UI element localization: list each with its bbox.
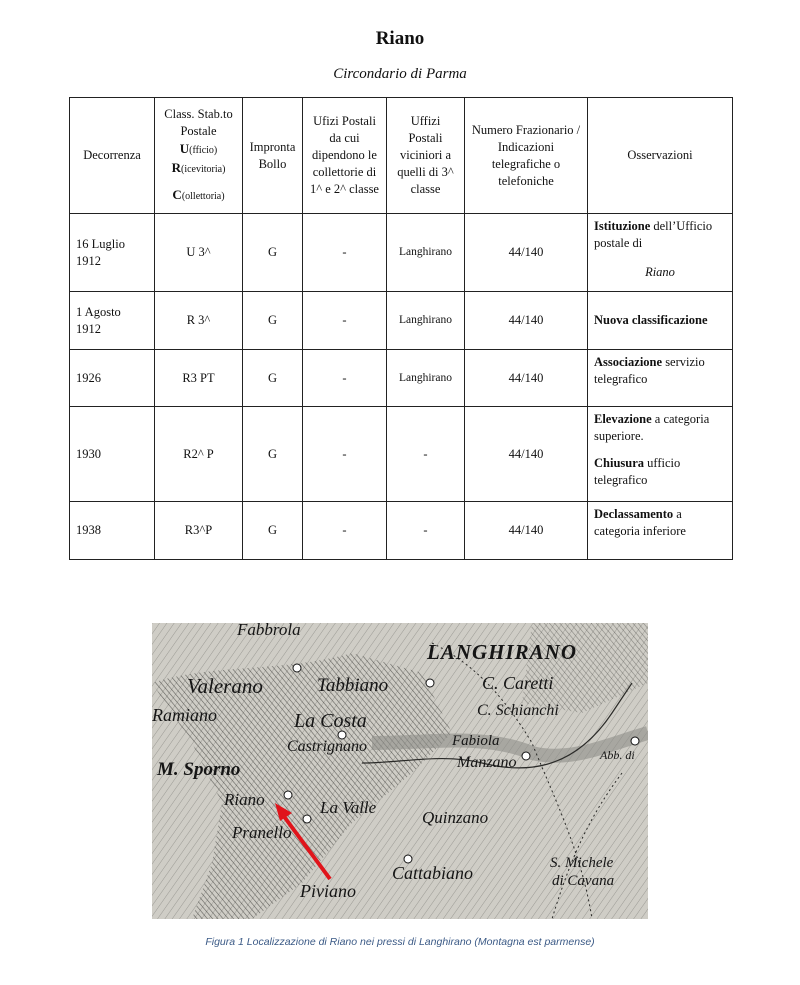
header-class-r: R [171,160,181,175]
map-label-abbdi: Abb. di [600,748,635,762]
table-row [70,350,733,407]
table-row [70,214,733,292]
map-label-pranello: Pranello [232,823,292,842]
figure-caption: Figura 1 Localizzazione di Riano nei pressi di Langhirano (Montagna est parmense) [205,936,595,948]
map-label-cattabiano: Cattabiano [392,863,474,883]
obs-text: servizio telegrafico [594,355,705,386]
cell-ufizi: - [303,350,387,407]
cell-bollo: G [243,407,303,502]
cell-classe: R2^ P [155,407,243,502]
map-label-caretti: C. Caretti [482,673,554,693]
cell-numero: 44/140 [465,407,588,502]
map-label-msporno: M. Sporno [157,759,241,780]
header-class-c: C [172,187,182,202]
obs-italic: Riano [645,265,675,279]
header-class-c-rest: (ollettoria) [181,191,225,202]
map-label-valerano: Valerano [187,674,263,698]
town-marker [284,791,292,799]
header-class-u: U [179,141,190,156]
historical-map [152,623,648,919]
cell-numero: 44/140 [465,350,588,407]
cell-classe: R3^P [155,502,243,560]
cell-bollo: G [243,502,303,560]
town-marker [631,737,639,745]
cell-uffizi: - [387,407,465,502]
obs-bold: Associazione [594,355,663,369]
obs2-bold: Chiusura [594,456,645,470]
cell-bollo: G [243,350,303,407]
cell-decorrenza: 1938 [70,502,155,560]
cell-classe: R3 PT [155,350,243,407]
map-label-quinzano: Quinzano [422,808,489,827]
page-title: Riano [375,28,425,49]
table-row [70,407,733,502]
cell-numero: 44/140 [465,292,588,350]
obs2-text: ufficio telegrafico [594,456,681,487]
cell-osservazioni [588,350,733,407]
cell-decorrenza: 1930 [70,407,155,502]
cell-ufizi: - [303,407,387,502]
cell-uffizi: Langhirano [387,214,465,292]
cell-ufizi: - [303,292,387,350]
header-uffizi: Uffizi Postali viciniori a quelli di 3^ classe [387,98,465,214]
header-impronta: Impronta Bollo [243,98,303,214]
header-osservazioni: Osservazioni [588,98,733,214]
map-label-langhirano: LANGHIRANO [427,640,578,664]
header-numero: Numero Frazionario / Indicazioni telegrafiche o telefoniche [465,98,588,214]
map-label-lacosta: La Costa [294,710,367,732]
registry-table [69,97,733,560]
map-label-schianchi: C. Schianchi [477,702,559,719]
obs-text: dell’Ufficio postale di [594,219,713,250]
obs-bold: Nuova classificazione [594,313,708,327]
map-label-riano: Riano [224,790,265,809]
cell-numero: 44/140 [465,502,588,560]
cell-uffizi: - [387,502,465,560]
cell-numero: 44/140 [465,214,588,292]
header-class-u-rest: (fficio) [189,145,218,156]
town-marker [293,664,301,672]
map-label-piviano: Piviano [300,881,356,901]
header-ufizi: Ufizi Postali da cui dipendono le collettorie di 1^ e 2^ classe [303,98,387,214]
cell-ufizi: - [303,214,387,292]
map-label-fabbrola: Fabbrola [237,623,301,639]
map-label-manzano: Manzano [457,754,517,771]
map-label-dicavana: di Cavana [552,873,615,889]
map-label-fabiola: Fabiola [452,733,500,749]
obs-text: a categoria superiore. [594,412,710,443]
table-row [70,502,733,560]
obs-text: a categoria inferiore [594,507,686,538]
table-header-row [70,98,733,214]
header-decorrenza: Decorrenza [70,98,155,214]
cell-bollo: G [243,292,303,350]
town-marker [404,855,412,863]
cell-decorrenza: 1926 [70,350,155,407]
cell-osservazioni [588,214,733,292]
header-class-r-rest: (icevitoria) [180,164,226,175]
cell-ufizi: - [303,502,387,560]
map-label-ramiano: Ramiano [152,705,217,725]
cell-classe: U 3^ [155,214,243,292]
map-label-lavalle: La Valle [320,798,377,817]
cell-uffizi: Langhirano [387,292,465,350]
cell-bollo: G [243,214,303,292]
table-row [70,292,733,350]
obs-bold: Istituzione [594,219,651,233]
town-marker [522,752,530,760]
cell-osservazioni [588,502,733,560]
cell-osservazioni [588,292,733,350]
town-marker [303,815,311,823]
town-marker [426,679,434,687]
cell-uffizi: Langhirano [387,350,465,407]
obs-bold: Declassamento [594,507,674,521]
header-classificazione [155,98,243,214]
header-class-line2: Postale [180,124,217,138]
map-label-tabbiano: Tabbiano [317,675,389,696]
cell-decorrenza: 1 Agosto 1912 [70,292,155,350]
obs-bold: Elevazione [594,412,652,426]
map-label-castrignano: Castrignano [287,738,368,755]
map-label-smichele: S. Michele [550,855,614,871]
cell-decorrenza: 16 Luglio 1912 [70,214,155,292]
cell-osservazioni [588,407,733,502]
header-class-line1: Class. Stab.to [164,107,233,121]
cell-classe: R 3^ [155,292,243,350]
page-subtitle: Circondario di Parma [333,66,467,82]
